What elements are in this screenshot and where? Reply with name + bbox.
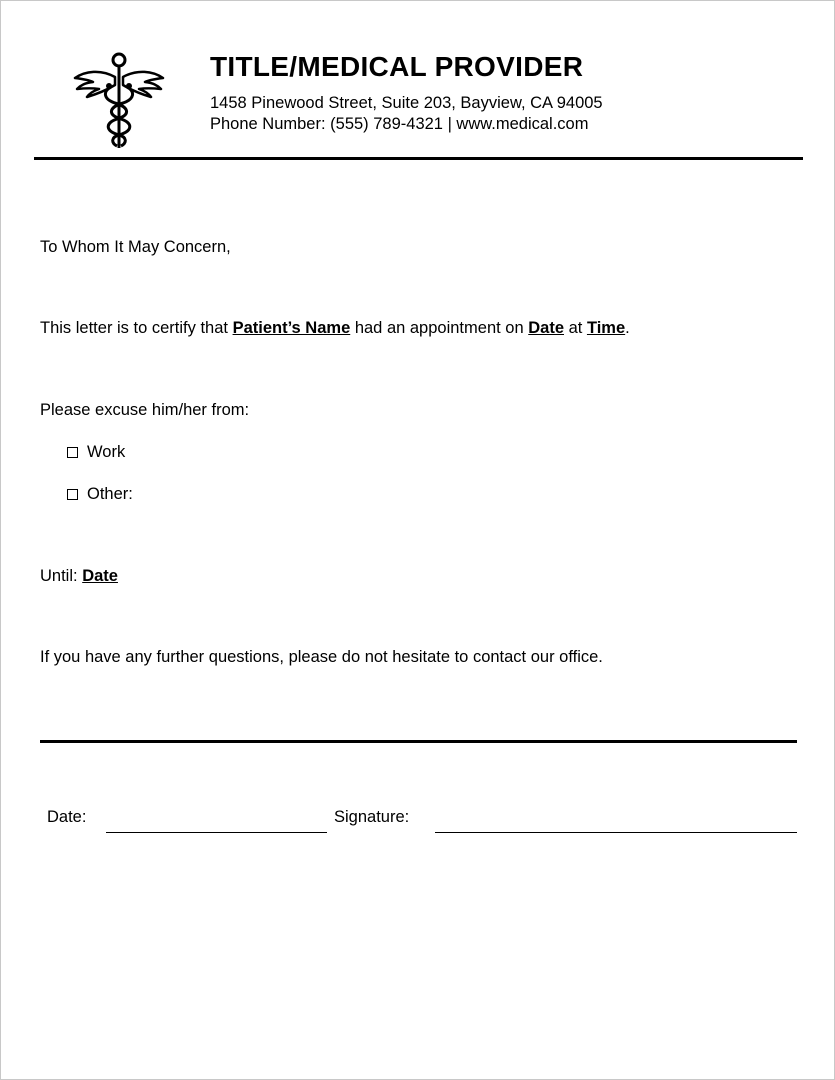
appointment-time-placeholder: Time xyxy=(586,319,626,337)
excuse-intro: Please excuse him/her from: xyxy=(40,401,250,419)
certify-sentence xyxy=(40,319,630,338)
provider-address: 1458 Pinewood Street, Suite 203, Bayview, CA 94005 xyxy=(210,94,603,112)
signature-label: Signature: xyxy=(334,808,410,826)
date-field[interactable] xyxy=(106,832,327,833)
option-other[interactable] xyxy=(67,485,133,504)
provider-title: TITLE/MEDICAL PROVIDER xyxy=(210,51,584,82)
other-checkbox[interactable] xyxy=(67,489,78,500)
other-label: Other: xyxy=(87,485,133,503)
appointment-date-placeholder: Date xyxy=(528,319,564,337)
closing-sentence: If you have any further questions, please do not hesitate to contact our office. xyxy=(40,648,603,666)
header-divider xyxy=(34,157,803,160)
provider-contact: Phone Number: (555) 789-4321 | www.medical.com xyxy=(210,115,589,133)
certify-middle: had an appointment on xyxy=(350,319,529,337)
option-work[interactable] xyxy=(67,443,125,462)
caduceus-icon xyxy=(71,51,167,151)
signature-field[interactable] xyxy=(435,832,797,833)
date-label: Date: xyxy=(47,808,87,826)
work-label: Work xyxy=(87,443,126,461)
until-date-placeholder: Date xyxy=(82,567,118,585)
salutation: To Whom It May Concern, xyxy=(40,238,231,256)
until-label: Until: xyxy=(40,567,83,585)
patient-name-placeholder: Patient’s Name xyxy=(232,319,351,337)
certify-at: at xyxy=(564,319,587,337)
certify-prefix: This letter is to certify that xyxy=(40,319,233,337)
footer-divider xyxy=(40,740,797,743)
certify-suffix: . xyxy=(625,319,630,337)
work-checkbox[interactable] xyxy=(67,447,78,458)
until-line xyxy=(40,567,118,586)
